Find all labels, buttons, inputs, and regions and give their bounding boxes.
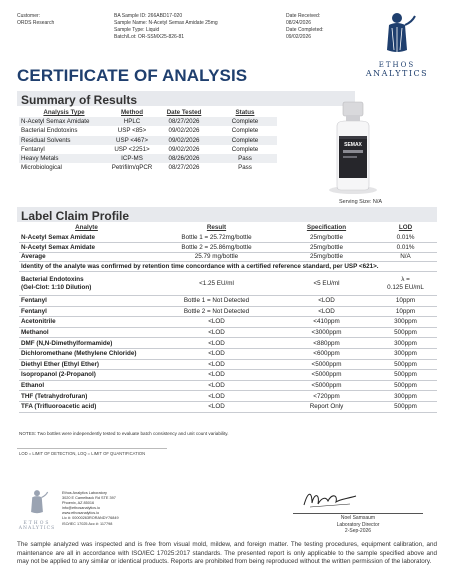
cell: USP <2251> <box>114 145 150 153</box>
cell: <410ppm <box>279 317 374 328</box>
endotoxin-lod-lambda: λ = <box>401 275 410 283</box>
col-lod: LOD <box>398 224 413 231</box>
table-row <box>19 370 437 381</box>
table-row <box>19 296 437 307</box>
cell: <LOD <box>154 370 279 381</box>
cell: DMF (N,N-Dimethylformamide) <box>19 338 154 349</box>
cell: <5000ppm <box>279 359 374 370</box>
cell: 08/26/2026 <box>155 154 213 163</box>
col-method: Method <box>121 109 143 117</box>
serving-size: Serving Size: N/A <box>339 199 383 205</box>
cell: Bottle 1 = Not Detected <box>154 296 279 307</box>
cell: 0.01% <box>374 233 437 243</box>
endotoxin-lod <box>374 272 437 296</box>
footer-logo <box>17 488 57 531</box>
cell: <LOD <box>154 338 279 349</box>
cell: 300ppm <box>374 348 437 359</box>
col-date-tested: Date Tested <box>166 109 202 117</box>
lod-note: LOD = LIMIT OF DETECTION, LOQ = LIMIT OF QUANTIFICATION <box>19 451 146 456</box>
cell: Report Only <box>279 401 374 412</box>
cell: 300ppm <box>374 317 437 328</box>
cell: Petrifilm/qPCR <box>111 164 153 172</box>
statue-logo-icon <box>375 10 419 56</box>
endotoxin-lod-value: 0.125 EU/mL <box>387 283 424 291</box>
cell: Fentanyl <box>21 145 45 153</box>
cell: 500ppm <box>374 380 437 391</box>
table-row <box>19 401 437 412</box>
summary-table <box>19 108 277 172</box>
table-row <box>19 317 437 328</box>
cell: 25mg/bottle <box>279 243 374 253</box>
cell: <LOD <box>154 401 279 412</box>
table-row <box>19 145 277 154</box>
table-row <box>19 136 277 145</box>
table-row <box>19 154 277 163</box>
cell: 09/02/2026 <box>168 127 200 135</box>
col-result: Result <box>206 224 227 231</box>
cell: <LOD <box>154 317 279 328</box>
cell: Microbiological <box>21 164 62 172</box>
divider <box>17 448 167 449</box>
cell: 09/02/2026 <box>155 136 213 145</box>
cell: Bottle 2 = 25.86mg/bottle <box>154 243 279 253</box>
footer-logo-word-2: ANALYTICS <box>18 526 56 531</box>
signature-line <box>293 513 423 514</box>
statue-logo-icon <box>24 488 50 516</box>
cell: 500ppm <box>374 401 437 412</box>
table-row <box>19 233 437 243</box>
cell: <LOD <box>279 306 374 317</box>
endotoxin-name: Bacterial Endotoxins <box>21 275 84 283</box>
cell: 500ppm <box>374 370 437 381</box>
table-row <box>19 126 277 135</box>
cell: 25mg/bottle <box>279 233 374 243</box>
endotoxin-spec: <5 EU/ml <box>279 272 374 296</box>
label-claim-table <box>19 222 437 413</box>
lab-license: Lic #: 00000263RORANDY76849 <box>62 516 119 521</box>
cell: <LOD <box>154 391 279 402</box>
lab-email: info@ethosanalytics.io <box>62 506 101 511</box>
cell: <880ppm <box>279 338 374 349</box>
cell: <LOD <box>154 380 279 391</box>
date-received-label: Date Received: <box>286 13 321 19</box>
cell: N-Acetyl Semax Amidate <box>19 243 154 253</box>
cell: Complete <box>231 127 259 135</box>
cell: 0.01% <box>374 243 437 253</box>
cell: <LOD <box>279 296 374 307</box>
table-row <box>19 163 277 172</box>
product-image <box>323 100 383 196</box>
solvent-rows <box>19 296 437 413</box>
batch-lot: Batch/Lot: OR-SSMX25-826-81 <box>114 34 185 40</box>
cell: Bottle 2 = Not Detected <box>154 306 279 317</box>
lab-name: Ethos Analytics Laboratory <box>62 491 107 495</box>
col-status: Status <box>235 109 255 117</box>
label-claim-header-row <box>19 222 437 233</box>
col-analysis-type: Analysis Type <box>43 109 85 117</box>
sample-type: Sample Type: Liquid <box>114 27 160 33</box>
cell: 10ppm <box>374 306 437 317</box>
cell: USP <467> <box>109 136 155 145</box>
cell: Diethyl Ether (Ethyl Ether) <box>19 359 154 370</box>
cell: Ethanol <box>19 380 154 391</box>
customer-label: Customer: <box>17 13 41 19</box>
sample-name: Sample Name: N-Acetyl Semax Amidate 25mg <box>114 20 218 26</box>
cell: <600ppm <box>279 348 374 359</box>
cell: TFA (Trifluoroacetic acid) <box>19 401 154 412</box>
lab-street: 3020 E Camelback Rd STE 397 <box>62 496 116 501</box>
cell: 500ppm <box>374 327 437 338</box>
summary-heading-bar <box>17 91 355 106</box>
cell: Pass <box>238 164 252 172</box>
summary-heading: Summary of Results <box>21 93 138 107</box>
cell: <LOD <box>154 348 279 359</box>
disclaimer: The sample analyzed was inspected and is free from visual mold, mildew, and foreign matter. The testing procedures, equipment calibration, and maintenance are all in accordance with ISO/IEC 17025:2017 standards. The presented report is only applicable to the sample specified above and may not be applied to any similar or identical products. Reports are prohibited from being reproduced without the written permission of the laboratory. <box>17 541 437 565</box>
table-row <box>19 243 437 253</box>
cell: <3000ppm <box>279 327 374 338</box>
lab-website: www.ethosanalytics.io <box>62 511 100 516</box>
footer-logo-word-1: ETHOS <box>23 521 51 526</box>
logo-word-2: ANALYTICS <box>365 69 429 78</box>
dates-block <box>286 13 324 41</box>
sign-date: 2-Sep-2026 <box>344 528 372 534</box>
customer-name: ORDS Research <box>17 20 55 26</box>
cell: Isopropanol (2-Propanol) <box>19 370 154 381</box>
table-row <box>19 252 437 262</box>
cell: 09/02/2026 <box>168 145 200 153</box>
signer-block <box>293 515 423 535</box>
table-row <box>19 117 277 126</box>
cell: 25mg/bottle <box>279 252 374 262</box>
lab-iso: ISO/IEC 17025 Acc #: 117798 <box>62 521 113 526</box>
cell: <LOD <box>154 359 279 370</box>
cell: Acetonitrile <box>19 317 154 328</box>
cell: Complete <box>231 145 259 153</box>
logo-word-1: ETHOS <box>378 61 416 69</box>
endotoxin-result: <1.25 EU/ml <box>154 272 279 296</box>
endotoxin-analyte <box>19 272 154 296</box>
cell: 08/27/2026 <box>168 164 200 172</box>
cell: Dichloromethane (Methylene Chloride) <box>19 348 154 359</box>
cell: Fentanyl <box>19 306 154 317</box>
cell: Heavy Metals <box>19 154 109 163</box>
cell: Pass <box>213 154 277 163</box>
cell: THF (Tetrahydrofuran) <box>19 391 154 402</box>
cell: Average <box>19 252 154 262</box>
cell: HPLC <box>109 117 155 126</box>
table-row <box>19 306 437 317</box>
table-row <box>19 359 437 370</box>
date-completed: 09/02/2026 <box>286 34 312 40</box>
notes: NOTES: Two bottles were independently tested to evaluate batch consistency and unit count variability. <box>19 431 229 436</box>
cell: 08/27/2026 <box>155 117 213 126</box>
lab-city: Phoenix, AZ 85016 <box>62 501 95 506</box>
cell: N-Acetyl Semax Amidate <box>19 233 154 243</box>
lab-address <box>62 491 119 527</box>
date-completed-label: Date Completed: <box>286 27 324 33</box>
endotoxin-method: (Gel-Clot: 1:10 Dilution) <box>21 283 92 291</box>
cell: 300ppm <box>374 391 437 402</box>
vial-label: SEMAX <box>344 142 362 148</box>
identity-row <box>19 262 437 272</box>
cell: 500ppm <box>374 359 437 370</box>
sample-id: BA Sample ID: 266ABD17-020 <box>114 13 183 19</box>
col-specification: Specification <box>306 224 347 231</box>
cell: Residual Solvents <box>19 136 109 145</box>
ethos-logo <box>360 10 434 82</box>
signer-title: Laboratory Director <box>336 521 380 528</box>
summary-header-row <box>19 108 277 117</box>
cell: Bacterial Endotoxins <box>21 127 78 135</box>
cell: Complete <box>213 117 277 126</box>
cell: Methanol <box>19 327 154 338</box>
signature-icon <box>300 487 360 511</box>
customer-block <box>17 13 54 27</box>
table-row <box>19 338 437 349</box>
cell: Fentanyl <box>19 296 154 307</box>
cell: <720ppm <box>279 391 374 402</box>
cell: 10ppm <box>374 296 437 307</box>
table-row <box>19 327 437 338</box>
cell: <5000ppm <box>279 380 374 391</box>
endotoxin-row <box>19 272 437 296</box>
signer-name: Noel Samsaum <box>340 515 376 521</box>
cell: N/A <box>374 252 437 262</box>
cell: <5000ppm <box>279 370 374 381</box>
sample-info-block <box>114 13 218 41</box>
table-row <box>19 391 437 402</box>
cell: USP <85> <box>117 127 147 135</box>
cell: 300ppm <box>374 338 437 349</box>
vial-icon <box>323 100 383 196</box>
table-row <box>19 348 437 359</box>
cell: Bottle 1 = 25.72mg/bottle <box>154 233 279 243</box>
date-received: 08/24/2026 <box>286 20 312 26</box>
cell: ICP-MS <box>109 154 155 163</box>
cell: 25.79 mg/bottle <box>154 252 279 262</box>
cell: Complete <box>213 136 277 145</box>
label-claim-heading-bar <box>17 207 437 222</box>
page-title: CERTIFICATE OF ANALYSIS <box>17 66 248 85</box>
table-row <box>19 380 437 391</box>
cell: N-Acetyl Semax Amidate <box>19 117 109 126</box>
label-claim-heading: Label Claim Profile <box>21 209 130 223</box>
identity-note: Identity of the analyte was confirmed by retention time concordance with a certified reference standard, per USP <621>. <box>19 262 437 272</box>
col-analyte: Analyte <box>75 224 98 231</box>
cell: <LOD <box>154 327 279 338</box>
